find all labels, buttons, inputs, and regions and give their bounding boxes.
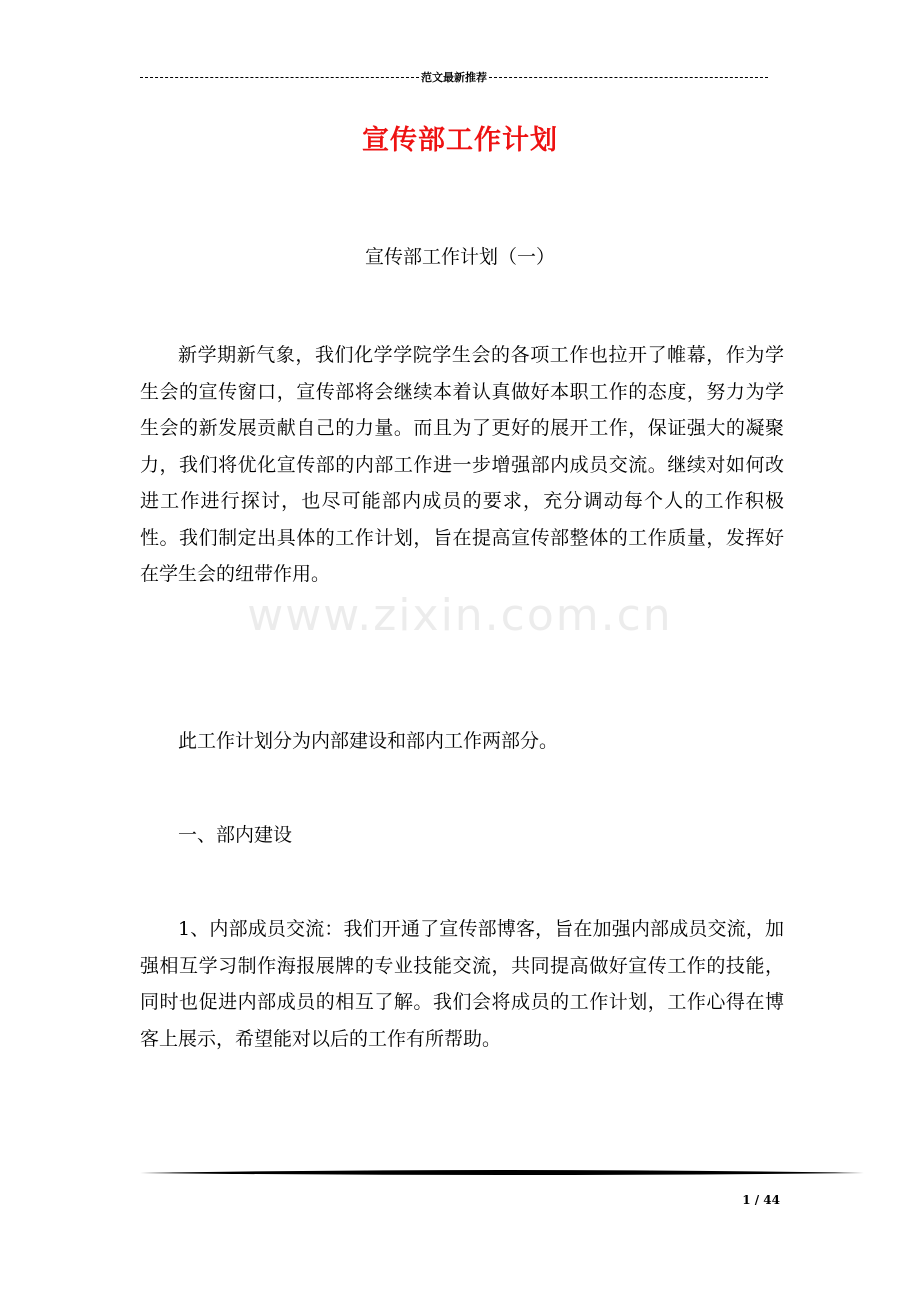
document-title: 宣传部工作计划 (362, 125, 558, 156)
page-header (140, 68, 768, 86)
header-label: 范文最新推荐 (421, 71, 487, 84)
section-heading-internal: 一、部内建设 (178, 824, 293, 846)
header-dash-left (140, 77, 419, 78)
paragraph-plan-parts: 此工作计划分为内部建设和部内工作两部分。 (178, 730, 559, 752)
header-dash-right (489, 77, 768, 78)
page-number: 1 / 44 (742, 1193, 780, 1207)
footer-rule (140, 1165, 864, 1181)
document-subtitle: 宣传部工作计划（一） (364, 246, 555, 268)
watermark: www.zixin.com.cn (247, 590, 673, 641)
paragraph-intro: 新学期新气象，我们化学学院学生会的各项工作也拉开了帷幕，作为学生会的宣传窗口，宣传部将会继续本着认真做好本职工作的态度，努力为学生会的新发展贡献自己的力量。而且为了更好的展开工作，保证强大的凝聚力，我们将优化宣传部的内部工作进一步增强部内成员交流。继续对如何改进工作进行探讨，也尽可能部内成员的要求，充分调动每个人的工作积极性。我们制定出具体的工作计划，旨在提高宣传部整体的工作质量，发挥好在学生会的纽带作用。 (140, 344, 784, 585)
paragraph-member-exchange: 1、内部成员交流：我们开通了宣传部博客，旨在加强内部成员交流，加强相互学习制作海报展牌的专业技能交流，共同提高做好宣传工作的技能，同时也促进内部成员的相互了解。我们会将成员的工作计划，工作心得在博客上展示，希望能对以后的工作有所帮助。 (140, 918, 784, 1050)
